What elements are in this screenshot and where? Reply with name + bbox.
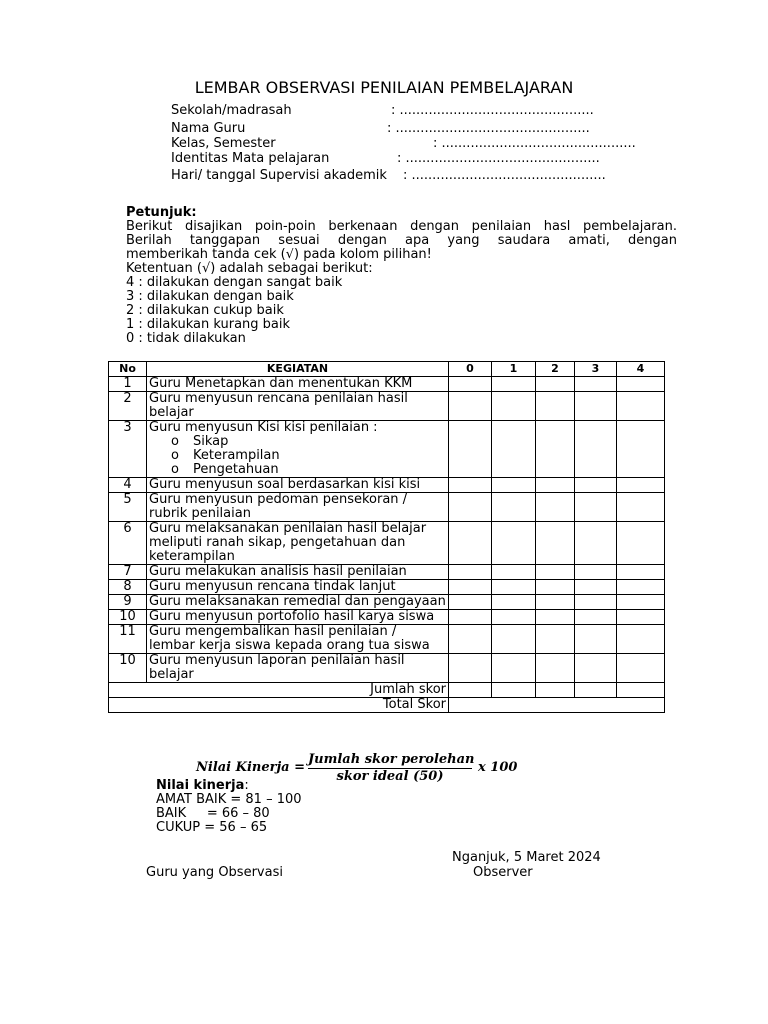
score-cell-1[interactable] — [492, 565, 536, 580]
table-row — [109, 478, 665, 493]
table-row — [109, 493, 665, 522]
score-cell-1[interactable] — [492, 580, 536, 595]
score-cell-4[interactable] — [617, 580, 665, 595]
score-cell-4[interactable] — [617, 654, 665, 683]
score-cell-3[interactable] — [575, 392, 617, 421]
instructions-line: Berilah tanggapan sesuai dengan apa yang saudara amati, dengan — [126, 234, 677, 248]
score-cell-2[interactable] — [536, 654, 575, 683]
formula-numerator: Jumlah skor perolehan — [308, 752, 475, 767]
table-row — [109, 421, 665, 478]
header-score-4: 4 — [617, 362, 665, 377]
score-cell-0[interactable] — [449, 654, 492, 683]
jumlah-skor-cell-4[interactable] — [617, 683, 665, 698]
activity-subitem — [149, 435, 446, 449]
row-activity — [147, 392, 449, 421]
score-cell-4[interactable] — [617, 610, 665, 625]
activity-text: Guru menyusun pedoman pensekoran / rubrik penilaian — [149, 492, 408, 521]
row-activity — [147, 580, 449, 595]
jumlah-skor-cell-3[interactable] — [575, 683, 617, 698]
score-cell-1[interactable] — [492, 625, 536, 654]
score-cell-0[interactable] — [449, 377, 492, 392]
score-cell-0[interactable] — [449, 478, 492, 493]
bullet-icon: o — [171, 448, 179, 463]
row-number: 11 — [109, 625, 147, 654]
performance-heading: Nilai kinerja — [156, 778, 245, 793]
row-activity — [147, 493, 449, 522]
score-cell-1[interactable] — [492, 493, 536, 522]
score-cell-3[interactable] — [575, 595, 617, 610]
activity-text: Guru menyusun Kisi kisi penilaian : — [149, 420, 378, 435]
table-row — [109, 522, 665, 565]
observed-teacher-label: Guru yang Observasi — [146, 865, 283, 880]
score-cell-1[interactable] — [492, 377, 536, 392]
criteria-item: 2 : dilakukan cukup baik — [126, 303, 284, 318]
row-number: 10 — [109, 654, 147, 683]
identity-value-class: : ............................................... — [433, 136, 636, 151]
row-activity — [147, 565, 449, 580]
jumlah-skor-label: Jumlah skor — [109, 683, 449, 698]
activity-text: Guru melaksanakan remedial dan pengayaan — [149, 594, 446, 609]
score-cell-0[interactable] — [449, 610, 492, 625]
activity-subitem — [149, 449, 446, 463]
activity-text: Guru menyusun soal berdasarkan kisi kisi — [149, 477, 421, 492]
score-cell-3[interactable] — [575, 493, 617, 522]
score-cell-4[interactable] — [617, 478, 665, 493]
observation-table — [108, 361, 665, 713]
score-cell-0[interactable] — [449, 392, 492, 421]
score-cell-3[interactable] — [575, 654, 617, 683]
activity-text: Guru menyusun rencana tindak lanjut — [149, 579, 396, 594]
formula-fraction — [308, 752, 475, 784]
total-skor-label: Total Skor — [109, 698, 449, 713]
page-title: LEMBAR OBSERVASI PENILAIAN PEMBELAJARAN — [194, 78, 574, 97]
jumlah-skor-cell-2[interactable] — [536, 683, 575, 698]
score-cell-2[interactable] — [536, 610, 575, 625]
table-row — [109, 610, 665, 625]
score-cell-1[interactable] — [492, 610, 536, 625]
score-cell-1[interactable] — [492, 421, 536, 478]
row-activity — [147, 522, 449, 565]
performance-item: AMAT BAIK = 81 – 100 — [156, 792, 302, 807]
criteria-item: 1 : dilakukan kurang baik — [126, 317, 291, 332]
row-number: 2 — [109, 392, 147, 421]
score-cell-0[interactable] — [449, 522, 492, 565]
row-number: 8 — [109, 580, 147, 595]
score-cell-2[interactable] — [536, 625, 575, 654]
table-row — [109, 595, 665, 610]
score-cell-2[interactable] — [536, 565, 575, 580]
table-row — [109, 377, 665, 392]
activity-subitem — [149, 463, 446, 477]
performance-item: BAIK = 66 – 80 — [156, 806, 270, 821]
activity-text: Guru menyusun portofolio hasil karya siswa — [149, 609, 435, 624]
table-row — [109, 625, 665, 654]
row-activity — [147, 654, 449, 683]
row-activity — [147, 478, 449, 493]
header-activity: KEGIATAN — [147, 362, 449, 377]
row-number: 10 — [109, 610, 147, 625]
row-activity — [147, 377, 449, 392]
score-cell-0[interactable] — [449, 625, 492, 654]
row-activity — [147, 625, 449, 654]
score-cell-0[interactable] — [449, 421, 492, 478]
score-cell-1[interactable] — [492, 595, 536, 610]
score-cell-2[interactable] — [536, 493, 575, 522]
row-number: 5 — [109, 493, 147, 522]
instructions-line: memberikah tanda cek (√) pada kolom pilihan! — [126, 248, 432, 262]
activity-text: Guru melakukan analisis hasil penilaian — [149, 564, 407, 579]
score-cell-3[interactable] — [575, 478, 617, 493]
identity-label-school: Sekolah/madrasah — [171, 103, 292, 118]
score-cell-3[interactable] — [575, 610, 617, 625]
header-score-0: 0 — [449, 362, 492, 377]
activity-text: Guru melaksanakan penilaian hasil belajar meliputi ranah sikap, pengetahuan dan keterampilan — [149, 521, 427, 564]
score-cell-0[interactable] — [449, 595, 492, 610]
subitem-text: Sikap — [193, 434, 229, 449]
score-cell-0[interactable] — [449, 565, 492, 580]
place-date: Nganjuk, 5 Maret 2024 — [452, 850, 601, 865]
score-cell-0[interactable] — [449, 493, 492, 522]
subitem-text: Keterampilan — [193, 448, 280, 463]
activity-text: Guru menyusun laporan penilaian hasil belajar — [149, 653, 405, 682]
header-no: No — [109, 362, 147, 377]
score-cell-3[interactable] — [575, 522, 617, 565]
header-score-3: 3 — [575, 362, 617, 377]
score-cell-2[interactable] — [536, 392, 575, 421]
identity-label-date: Hari/ tanggal Supervisi akademik — [171, 168, 387, 183]
identity-value-school: : ............................................... — [391, 103, 594, 118]
activity-text: Guru Menetapkan dan menentukan KKM — [149, 376, 413, 391]
table-row — [109, 565, 665, 580]
row-number: 7 — [109, 565, 147, 580]
score-cell-1[interactable] — [492, 478, 536, 493]
score-cell-4[interactable] — [617, 595, 665, 610]
score-cell-2[interactable] — [536, 421, 575, 478]
score-cell-1[interactable] — [492, 392, 536, 421]
performance-heading-line — [156, 779, 249, 793]
table-row — [109, 580, 665, 595]
row-activity — [147, 421, 449, 478]
row-number: 4 — [109, 478, 147, 493]
row-activity — [147, 610, 449, 625]
header-score-1: 1 — [492, 362, 536, 377]
criteria-item: 0 : tidak dilakukan — [126, 331, 246, 346]
row-number: 1 — [109, 377, 147, 392]
jumlah-skor-row — [109, 683, 665, 698]
score-cell-4[interactable] — [617, 493, 665, 522]
instructions-heading: Petunjuk: — [126, 205, 197, 220]
score-cell-2[interactable] — [536, 580, 575, 595]
score-cell-4[interactable] — [617, 421, 665, 478]
identity-label-teacher: Nama Guru — [171, 121, 246, 136]
header-score-2: 2 — [536, 362, 575, 377]
total-skor-cell[interactable] — [449, 698, 665, 713]
score-cell-2[interactable] — [536, 478, 575, 493]
identity-value-subject: : ............................................... — [397, 151, 600, 166]
table-row — [109, 654, 665, 683]
table-header-row — [109, 362, 665, 377]
score-cell-3[interactable] — [575, 421, 617, 478]
formula-lhs: Nilai Kinerja = — [196, 760, 306, 775]
total-skor-row — [109, 698, 665, 713]
score-cell-2[interactable] — [536, 595, 575, 610]
table-row — [109, 392, 665, 421]
activity-text: Guru menyusun rencana penilaian hasil belajar — [149, 391, 408, 420]
formula-multiplier: x 100 — [478, 760, 518, 775]
score-cell-2[interactable] — [536, 377, 575, 392]
identity-label-class: Kelas, Semester — [171, 136, 276, 151]
score-cell-0[interactable] — [449, 580, 492, 595]
identity-value-date: : ............................................... — [403, 168, 606, 183]
jumlah-skor-cell-0[interactable] — [449, 683, 492, 698]
row-number: 3 — [109, 421, 147, 478]
score-cell-4[interactable] — [617, 625, 665, 654]
subitem-text: Pengetahuan — [193, 462, 279, 477]
score-cell-3[interactable] — [575, 377, 617, 392]
score-cell-3[interactable] — [575, 565, 617, 580]
criteria-item: 4 : dilakukan dengan sangat baik — [126, 275, 343, 290]
score-cell-4[interactable] — [617, 392, 665, 421]
row-activity — [147, 595, 449, 610]
bullet-icon: o — [171, 434, 179, 449]
score-cell-1[interactable] — [492, 522, 536, 565]
score-cell-4[interactable] — [617, 522, 665, 565]
score-cell-3[interactable] — [575, 625, 617, 654]
score-cell-4[interactable] — [617, 377, 665, 392]
identity-label-subject: Identitas Mata pelajaran — [171, 151, 330, 166]
score-cell-2[interactable] — [536, 522, 575, 565]
formula-denominator: skor ideal (50) — [336, 769, 444, 784]
jumlah-skor-cell-1[interactable] — [492, 683, 536, 698]
activity-text: Guru mengembalikan hasil penilaian / lembar kerja siswa kepada orang tua siswa — [149, 624, 430, 653]
score-cell-1[interactable] — [492, 654, 536, 683]
observer-label: Observer — [473, 865, 533, 880]
score-cell-4[interactable] — [617, 565, 665, 580]
bullet-icon: o — [171, 462, 179, 477]
criteria-item: 3 : dilakukan dengan baik — [126, 289, 294, 304]
performance-heading-colon: : — [244, 778, 249, 793]
performance-item: CUKUP = 56 – 65 — [156, 820, 268, 835]
row-number: 6 — [109, 522, 147, 565]
score-cell-3[interactable] — [575, 580, 617, 595]
instructions-line: Berikut disajikan poin-poin berkenaan dengan penilaian hasl pembelajaran. — [126, 220, 677, 234]
identity-value-teacher: : ............................................... — [387, 121, 590, 136]
criteria-intro: Ketentuan (√) adalah sebagai berikut: — [126, 261, 373, 276]
row-number: 9 — [109, 595, 147, 610]
